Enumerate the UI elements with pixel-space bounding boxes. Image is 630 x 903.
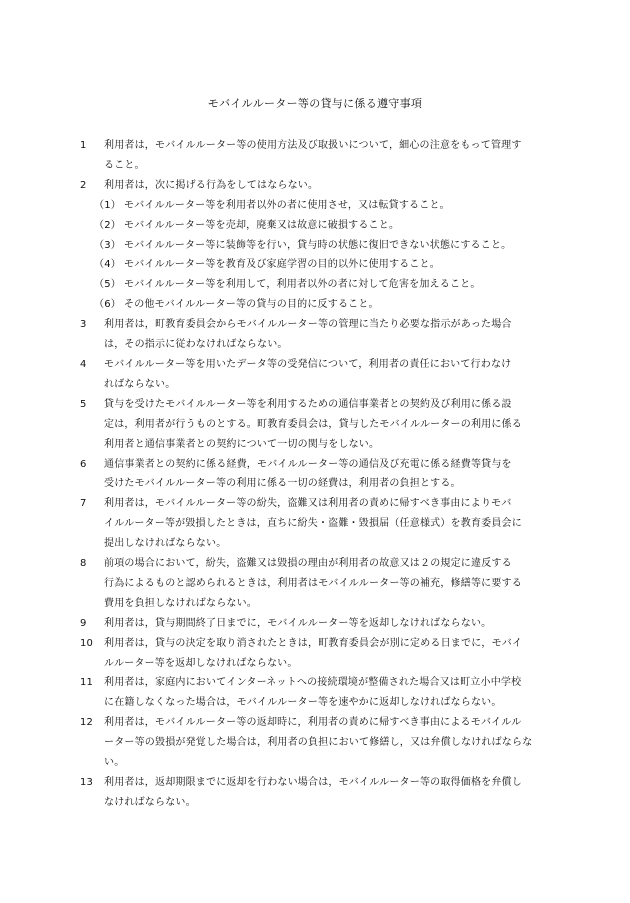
subclause-number: （4） — [94, 259, 121, 271]
subclause-2 — [80, 216, 560, 236]
clause-9 — [80, 614, 560, 634]
clause-6 — [80, 455, 560, 495]
clause-10 — [80, 634, 560, 674]
clause-text: 前項の場合において，紛失，盗難又は毀損の理由が利用者の故意又は２の規定に違反する 行為によるものと認められるときは，利用者はモバイルルーター等の補充，修繕等に要する 費用を負担しなければならない。 — [104, 558, 522, 609]
clause-3 — [80, 315, 560, 355]
clause-text: 利用者は，次に掲げる行為をしてはならない。 — [104, 179, 319, 191]
subclause-text: モバイルルーター等に装飾等を行い，貸与時の状態に復旧できない状態にすること。 — [124, 239, 512, 251]
clause-number: 2 — [80, 179, 87, 191]
clause-text: 利用者は，モバイルルーター等の紛失，盗難又は利用者の責めに帰すべき事由によりモバ イルルーター等が毀損したときは，直ちに紛失・盗難・毀損届（任意様式）を教育委員会に 提出しなければならない。 — [104, 498, 522, 550]
subclause-3 — [80, 236, 560, 256]
clause-number: 13 — [80, 777, 94, 788]
clause-5 — [80, 395, 560, 455]
clause-number: 7 — [80, 498, 87, 510]
subclause-text: モバイルルーター等を売却，廃棄又は故意に破損すること。 — [124, 219, 400, 231]
document-body — [80, 136, 560, 813]
subclause-text: モバイルルーター等を教育及び家庭学習の目的以外に使用すること。 — [124, 259, 440, 271]
clause-8 — [80, 554, 560, 614]
subclause-6 — [80, 295, 560, 315]
subclause-text: モバイルルーター等を利用して，利用者以外の者に対して危害を加えること。 — [124, 279, 481, 291]
clause-11 — [80, 673, 560, 713]
clause-number: 6 — [80, 458, 87, 470]
clause-number: 4 — [80, 358, 87, 370]
clause-text: 利用者は，モバイルルーター等の使用方法及び取扱いについて，細心の注意をもって管理す ること。 — [104, 140, 522, 171]
subclause-number: （6） — [94, 299, 121, 311]
subclause-number: （2） — [94, 219, 121, 231]
clause-12 — [80, 713, 560, 773]
clause-text: 貸与を受けたモバイルルーター等を利用するための通信事業者との契約及び利用に係る設 定は，利用者が行うものとする。町教育委員会は，貸与したモバイルルーターの利用に係る 利用者と通信事業者との契約について一切の関与をしない。 — [104, 398, 522, 450]
clause-number: 5 — [80, 398, 87, 410]
subclause-text: モバイルルーター等を利用者以外の者に使用させ，又は転貸すること。 — [124, 199, 450, 211]
subclause-number: （5） — [94, 279, 121, 291]
subclause-4 — [80, 255, 560, 275]
clause-number: 8 — [80, 558, 87, 570]
clause-7 — [80, 494, 560, 554]
clause-number: 11 — [80, 677, 94, 689]
clause-number: 9 — [80, 617, 87, 629]
document-title: モバイルルーター等の貸与に係る遵守事項 — [207, 97, 423, 110]
clause-text: 利用者は，返却期限までに返却を行わない場合は，モバイルルーター等の取得価格を弁償し なければならない。 — [104, 777, 522, 808]
subclause-number: （1） — [94, 199, 121, 211]
clause-text: 利用者は，町教育委員会からモバイルルーター等の管理に当たり必要な指示があった場合 は，その指示に従わなければならない。 — [104, 319, 512, 351]
clause-4 — [80, 355, 560, 395]
clause-number: 1 — [80, 140, 87, 151]
subclause-number: （3） — [94, 239, 121, 251]
clause-13 — [80, 773, 560, 813]
subclause-1 — [80, 196, 560, 216]
clause-text: 通信事業者との契約に係る経費，モバイルルーター等の通信及び充電に係る経費等貸与を 受けたモバイルルーター等の利用に係る一切の経費は，利用者の負担とする。 — [104, 458, 512, 490]
clause-1 — [80, 136, 560, 176]
clause-number: 3 — [80, 319, 87, 331]
subclause-5 — [80, 275, 560, 295]
clause-number: 12 — [80, 717, 94, 729]
subclause-text: その他モバイルルーター等の貸与の目的に反すること。 — [124, 299, 379, 311]
clause-text: 利用者は，家庭内においてインターネットへの接続環境が整備された場合又は町立小中学校 に在籍しなくなった場合は，モバイルルーター等を速やかに返却しなければならない。 — [104, 677, 522, 709]
clause-2 — [80, 176, 560, 196]
clause-text: 利用者は，貸与期間終了日までに，モバイルルーター等を返却しなければならない。 — [104, 617, 492, 629]
clause-text: 利用者は，貸与の決定を取り消されたときは，町教育委員会が別に定める日までに，モバイ ルルーター等を返却しなければならない。 — [104, 637, 523, 669]
clause-text: モバイルルーター等を用いたデータ等の受発信について，利用者の責任において行わなけ ればならない。 — [104, 358, 512, 390]
clause-number: 10 — [80, 637, 94, 649]
clause-text: 利用者は，モバイルルーター等の返却時に，利用者の責めに帰すべき事由によるモバイルル ーター等の毀損が発覚した場合は，利用者の負担において修繕し，又は弁償しなければならな い。 — [104, 717, 533, 769]
